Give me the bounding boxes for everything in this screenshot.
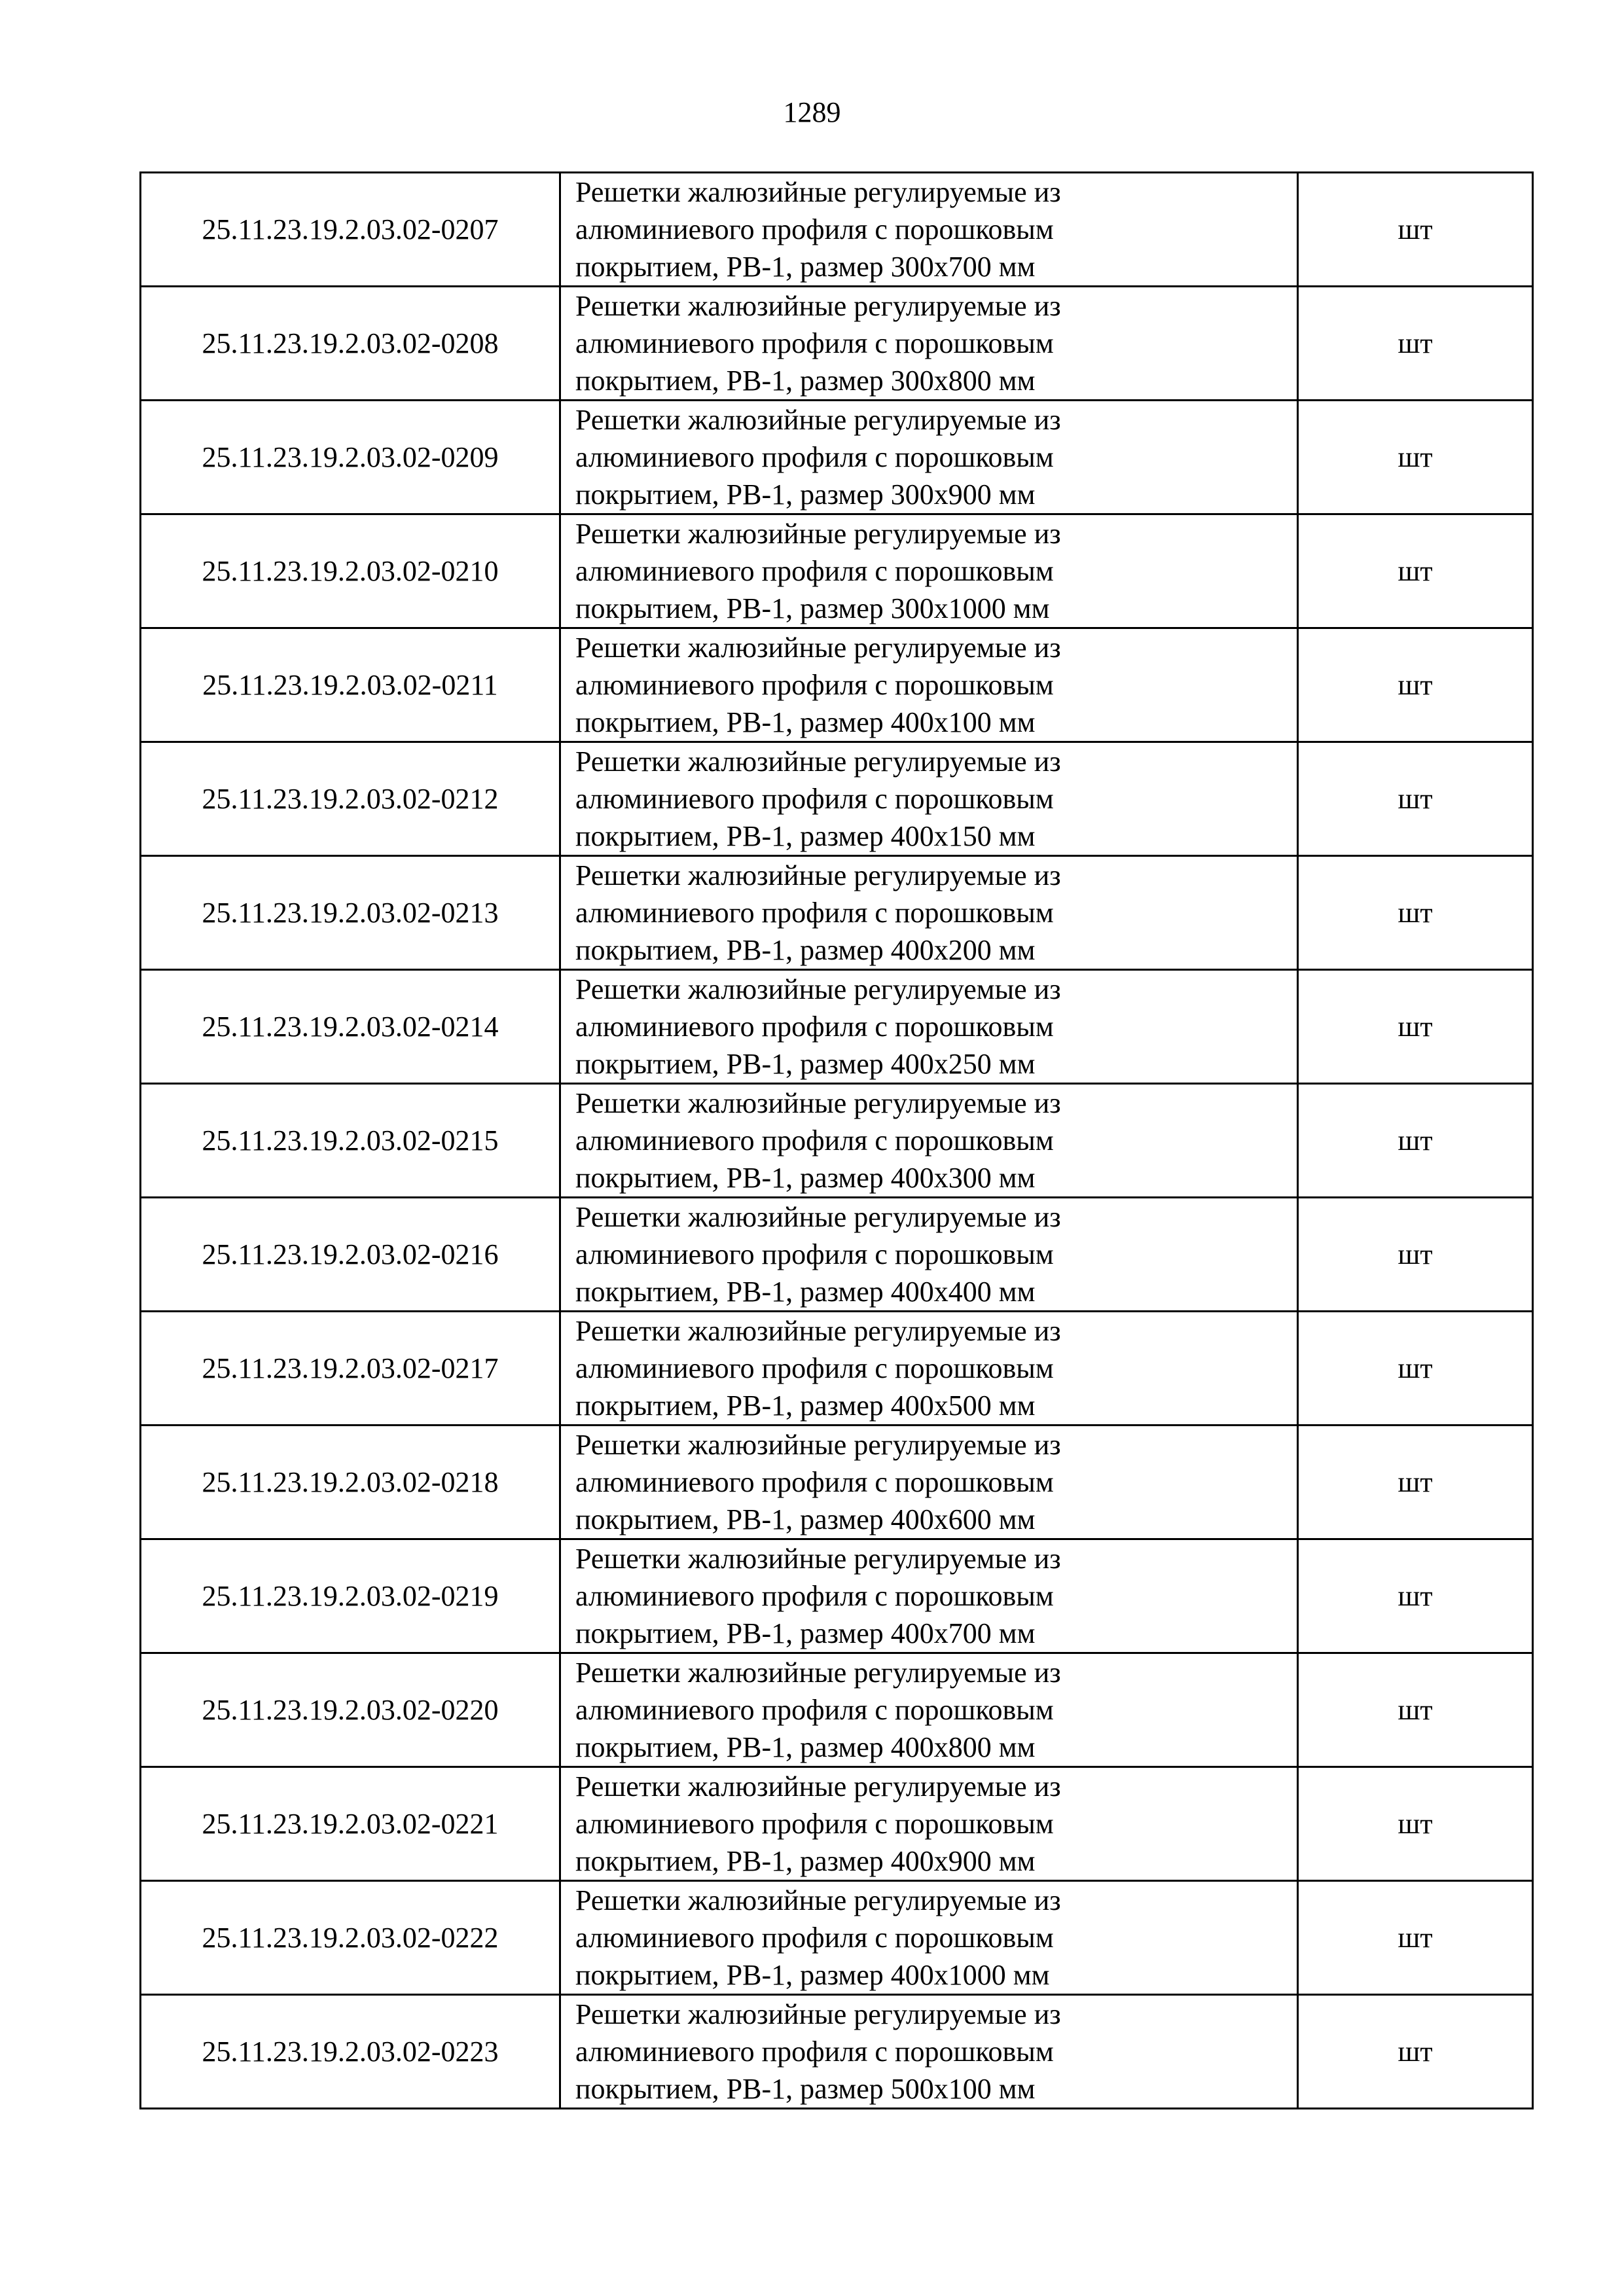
unit-cell: шт [1298, 628, 1533, 742]
description-line-1: Решетки жалюзийные регулируемые из [575, 1429, 1061, 1461]
page-number: 1289 [783, 96, 841, 128]
description-line-3: покрытием, РВ-1, размер 500х100 мм [575, 2073, 1036, 2105]
description-line-3: покрытием, РВ-1, размер 400х400 мм [575, 1276, 1036, 1308]
item-description-cell [560, 1426, 1298, 1539]
table-row [141, 628, 1533, 742]
item-description-cell [560, 1312, 1298, 1426]
description-line-2: алюминиевого профиля с порошковым [575, 555, 1054, 587]
description-line-2: алюминиевого профиля с порошковым [575, 1352, 1054, 1384]
table-row [141, 970, 1533, 1084]
item-code-cell: 25.11.23.19.2.03.02-0222 [141, 1881, 560, 1995]
description-line-2: алюминиевого профиля с порошковым [575, 327, 1054, 359]
unit-cell: шт [1298, 1881, 1533, 1995]
description-line-1: Решетки жалюзийные регулируемые из [575, 1315, 1061, 1347]
table-row [141, 742, 1533, 856]
description-line-1: Решетки жалюзийные регулируемые из [575, 1770, 1061, 1803]
item-description-cell [560, 287, 1298, 401]
table-row [141, 1539, 1533, 1653]
item-description-cell [560, 514, 1298, 628]
item-code-cell: 25.11.23.19.2.03.02-0207 [141, 173, 560, 287]
item-code-cell: 25.11.23.19.2.03.02-0217 [141, 1312, 560, 1426]
description-line-3: покрытием, РВ-1, размер 400х1000 мм [575, 1959, 1050, 1991]
item-description-cell [560, 1995, 1298, 2109]
description-line-2: алюминиевого профиля с порошковым [575, 897, 1054, 929]
item-code-cell: 25.11.23.19.2.03.02-0221 [141, 1767, 560, 1881]
table-row [141, 514, 1533, 628]
item-description-cell [560, 1539, 1298, 1653]
item-description-cell [560, 401, 1298, 514]
description-line-2: алюминиевого профиля с порошковым [575, 783, 1054, 815]
table-row [141, 1084, 1533, 1198]
description-line-1: Решетки жалюзийные регулируемые из [575, 859, 1061, 891]
unit-cell: шт [1298, 742, 1533, 856]
item-description-cell [560, 856, 1298, 970]
description-line-3: покрытием, РВ-1, размер 300х800 мм [575, 365, 1036, 397]
description-line-1: Решетки жалюзийные регулируемые из [575, 1087, 1061, 1119]
item-description-cell [560, 1881, 1298, 1995]
description-line-3: покрытием, РВ-1, размер 400х100 мм [575, 706, 1036, 738]
item-code-cell: 25.11.23.19.2.03.02-0219 [141, 1539, 560, 1653]
description-line-2: алюминиевого профиля с порошковым [575, 1808, 1054, 1840]
unit-cell: шт [1298, 1084, 1533, 1198]
unit-cell: шт [1298, 287, 1533, 401]
item-description-cell [560, 628, 1298, 742]
table-row [141, 1653, 1533, 1767]
item-description-cell [560, 1653, 1298, 1767]
description-line-2: алюминиевого профиля с порошковым [575, 1694, 1054, 1726]
description-line-2: алюминиевого профиля с порошковым [575, 669, 1054, 701]
item-code-cell: 25.11.23.19.2.03.02-0215 [141, 1084, 560, 1198]
description-line-3: покрытием, РВ-1, размер 400х900 мм [575, 1845, 1036, 1877]
description-line-3: покрытием, РВ-1, размер 300х900 мм [575, 478, 1036, 511]
item-description-cell [560, 742, 1298, 856]
table-row [141, 1312, 1533, 1426]
item-code-cell: 25.11.23.19.2.03.02-0212 [141, 742, 560, 856]
description-line-1: Решетки жалюзийные регулируемые из [575, 1201, 1061, 1233]
description-line-2: алюминиевого профиля с порошковым [575, 2036, 1054, 2068]
item-code-cell: 25.11.23.19.2.03.02-0208 [141, 287, 560, 401]
unit-cell: шт [1298, 401, 1533, 514]
table-row [141, 287, 1533, 401]
item-code-cell: 25.11.23.19.2.03.02-0218 [141, 1426, 560, 1539]
item-description-cell [560, 970, 1298, 1084]
description-line-2: алюминиевого профиля с порошковым [575, 1124, 1054, 1157]
description-line-3: покрытием, РВ-1, размер 400х300 мм [575, 1162, 1036, 1194]
description-line-1: Решетки жалюзийные регулируемые из [575, 745, 1061, 778]
description-line-1: Решетки жалюзийные регулируемые из [575, 176, 1061, 208]
description-line-2: алюминиевого профиля с порошковым [575, 213, 1054, 245]
item-code-cell: 25.11.23.19.2.03.02-0216 [141, 1198, 560, 1312]
table-row [141, 856, 1533, 970]
table-row [141, 401, 1533, 514]
description-line-3: покрытием, РВ-1, размер 400х200 мм [575, 934, 1036, 966]
table-row [141, 173, 1533, 287]
unit-cell: шт [1298, 514, 1533, 628]
item-description-cell [560, 1198, 1298, 1312]
description-line-1: Решетки жалюзийные регулируемые из [575, 1657, 1061, 1689]
item-code-cell: 25.11.23.19.2.03.02-0223 [141, 1995, 560, 2109]
unit-cell: шт [1298, 1995, 1533, 2109]
item-code-cell: 25.11.23.19.2.03.02-0211 [141, 628, 560, 742]
description-line-3: покрытием, РВ-1, размер 400х800 мм [575, 1731, 1036, 1763]
description-line-2: алюминиевого профиля с порошковым [575, 1922, 1054, 1954]
item-code-cell: 25.11.23.19.2.03.02-0210 [141, 514, 560, 628]
table-row [141, 1767, 1533, 1881]
description-line-3: покрытием, РВ-1, размер 400х600 мм [575, 1503, 1036, 1535]
description-line-1: Решетки жалюзийные регулируемые из [575, 1884, 1061, 1916]
table-row [141, 1198, 1533, 1312]
unit-cell: шт [1298, 970, 1533, 1084]
item-code-cell: 25.11.23.19.2.03.02-0220 [141, 1653, 560, 1767]
unit-cell: шт [1298, 1198, 1533, 1312]
description-line-3: покрытием, РВ-1, размер 300х1000 мм [575, 592, 1050, 624]
description-line-3: покрытием, РВ-1, размер 400х150 мм [575, 820, 1036, 852]
table-row [141, 1881, 1533, 1995]
price-table [139, 171, 1534, 2109]
table-row [141, 1995, 1533, 2109]
unit-cell: шт [1298, 1653, 1533, 1767]
description-line-1: Решетки жалюзийные регулируемые из [575, 973, 1061, 1005]
unit-cell: шт [1298, 1539, 1533, 1653]
description-line-2: алюминиевого профиля с порошковым [575, 1466, 1054, 1498]
description-line-3: покрытием, РВ-1, размер 300х700 мм [575, 251, 1036, 283]
item-description-cell [560, 1084, 1298, 1198]
unit-cell: шт [1298, 173, 1533, 287]
item-code-cell: 25.11.23.19.2.03.02-0209 [141, 401, 560, 514]
description-line-2: алюминиевого профиля с порошковым [575, 1238, 1054, 1270]
description-line-1: Решетки жалюзийные регулируемые из [575, 404, 1061, 436]
description-line-3: покрытием, РВ-1, размер 400х500 мм [575, 1390, 1036, 1422]
item-code-cell: 25.11.23.19.2.03.02-0214 [141, 970, 560, 1084]
description-line-1: Решетки жалюзийные регулируемые из [575, 290, 1061, 322]
description-line-2: алюминиевого профиля с порошковым [575, 1580, 1054, 1612]
unit-cell: шт [1298, 1426, 1533, 1539]
unit-cell: шт [1298, 1312, 1533, 1426]
description-line-1: Решетки жалюзийные регулируемые из [575, 518, 1061, 550]
table-body [141, 173, 1533, 2109]
item-description-cell [560, 173, 1298, 287]
unit-cell: шт [1298, 1767, 1533, 1881]
description-line-3: покрытием, РВ-1, размер 400х700 мм [575, 1617, 1036, 1649]
item-description-cell [560, 1767, 1298, 1881]
item-code-cell: 25.11.23.19.2.03.02-0213 [141, 856, 560, 970]
description-line-3: покрытием, РВ-1, размер 400х250 мм [575, 1048, 1036, 1080]
description-line-1: Решетки жалюзийные регулируемые из [575, 632, 1061, 664]
description-line-1: Решетки жалюзийные регулируемые из [575, 1998, 1061, 2030]
description-line-1: Решетки жалюзийные регулируемые из [575, 1543, 1061, 1575]
description-line-2: алюминиевого профиля с порошковым [575, 441, 1054, 473]
unit-cell: шт [1298, 856, 1533, 970]
description-line-2: алюминиевого профиля с порошковым [575, 1011, 1054, 1043]
table-row [141, 1426, 1533, 1539]
